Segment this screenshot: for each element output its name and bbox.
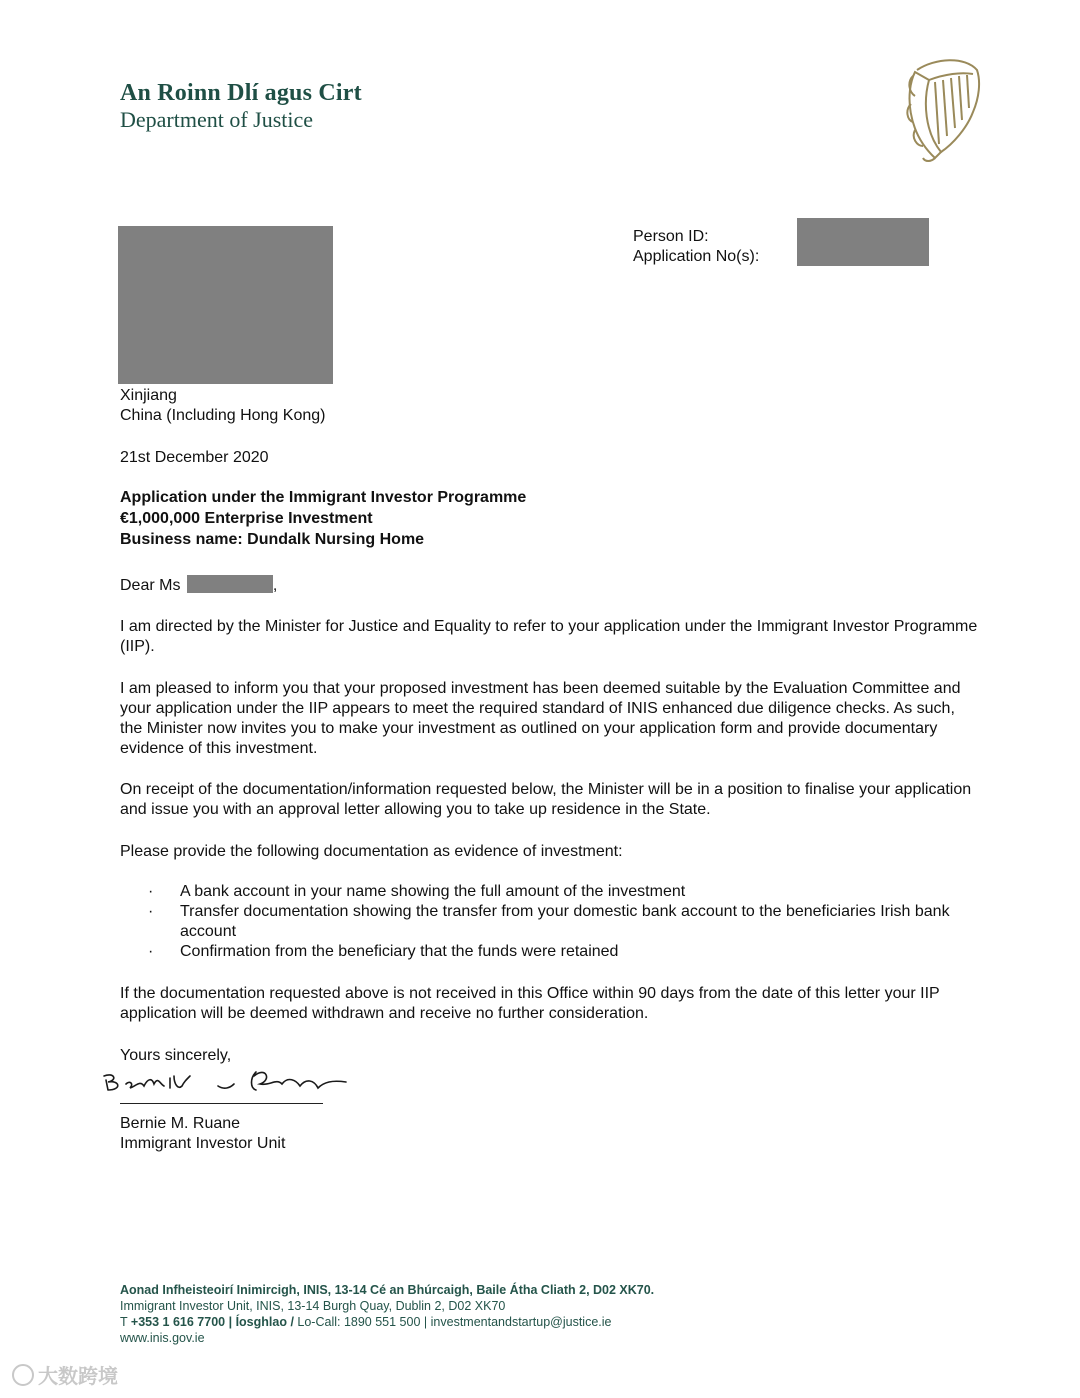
signer-name: Bernie M. Ruane	[120, 1115, 241, 1132]
body-paragraph-3: On receipt of the documentation/information requested below, the Minister will be in a position to finalise your application and issue you with an approval letter allowing you to take up residence in the State.	[120, 781, 972, 818]
phone-prefix: T	[120, 1315, 128, 1329]
footer-english-address: Immigrant Investor Unit, INIS, 13-14 Burgh Quay, Dublin 2, D02 XK70	[120, 1299, 506, 1313]
website-link[interactable]: www.inis.gov.ie	[120, 1331, 205, 1345]
subject-line-2: €1,000,000 Enterprise Investment	[120, 510, 373, 527]
redacted-reference-numbers	[797, 218, 929, 266]
redacted-recipient-name	[187, 575, 273, 593]
footer-irish-address: Aonad Infheisteoirí Inimircigh, INIS, 13-14 Cé an Bhúrcaigh, Baile Átha Cliath 2, D02 XK70.	[120, 1283, 655, 1297]
email-link[interactable]: investmentandstartup@justice.ie	[430, 1315, 612, 1329]
bullet-dot-icon: ·	[148, 883, 154, 900]
locall-label: Íosghlao /	[235, 1315, 294, 1329]
harp-emblem-icon	[895, 52, 987, 164]
salutation-prefix: Dear Ms	[120, 577, 181, 594]
evidence-list	[148, 882, 968, 962]
bullet-dot-icon: ·	[148, 903, 154, 920]
body-paragraph-5: If the documentation requested above is not received in this Office within 90 days from the date of this letter your IIP application will be deemed withdrawn and receive no further consideration.	[120, 985, 940, 1022]
footer-contact-line	[120, 1314, 611, 1330]
phone-number: +353 1 616 7700	[130, 1315, 226, 1329]
list-item: · Transfer documentation showing the transfer from your domestic bank account to the beneficiaries Irish bank account	[148, 903, 950, 940]
address-country: China (Including Hong Kong)	[120, 407, 326, 424]
signature-line	[120, 1103, 323, 1104]
application-no-label: Application No(s):	[633, 248, 760, 265]
locall-number: Lo-Call: 1890 551 500	[297, 1315, 421, 1329]
subject-line-3: Business name: Dundalk Nursing Home	[120, 531, 425, 548]
watermark-logo-icon	[12, 1364, 34, 1386]
body-paragraph-4: Please provide the following documentation as evidence of investment:	[120, 843, 623, 860]
bullet-dot-icon: ·	[148, 943, 154, 960]
redacted-address-block	[118, 226, 333, 384]
department-english-name: Department of Justice	[120, 107, 314, 132]
salutation	[120, 575, 277, 596]
watermark: 大数跨境	[12, 1360, 118, 1389]
person-id-label: Person ID:	[633, 228, 709, 245]
letter-date: 21st December 2020	[120, 449, 269, 466]
footer-separator: |	[423, 1315, 428, 1329]
list-item: · A bank account in your name showing the full amount of the investment	[148, 883, 686, 900]
footer-separator: |	[228, 1315, 233, 1329]
body-paragraph-2: I am pleased to inform you that your proposed investment has been deemed suitable by the Evaluation Committee and your application under the IIP appears to meet the required standard of INIS enhanced due diligence checks. As such, the Minister now invites you to make your investment as outlined on your application form and provide documentary evidence of this investment.	[120, 680, 961, 757]
address-city: Xinjiang	[120, 387, 177, 404]
signer-unit: Immigrant Investor Unit	[120, 1135, 286, 1152]
body-paragraph-1: I am directed by the Minister for Justice and Equality to refer to your application under the Immigrant Investor Programme (IIP).	[120, 618, 978, 655]
salutation-suffix: ,	[272, 577, 278, 594]
department-irish-name: An Roinn Dlí agus Cirt	[120, 80, 362, 106]
handwritten-signature	[100, 1058, 350, 1102]
valediction: Yours sincerely,	[120, 1047, 232, 1064]
subject-line-1: Application under the Immigrant Investor Programme	[120, 489, 527, 506]
list-item: · Confirmation from the beneficiary that the funds were retained	[148, 943, 619, 960]
